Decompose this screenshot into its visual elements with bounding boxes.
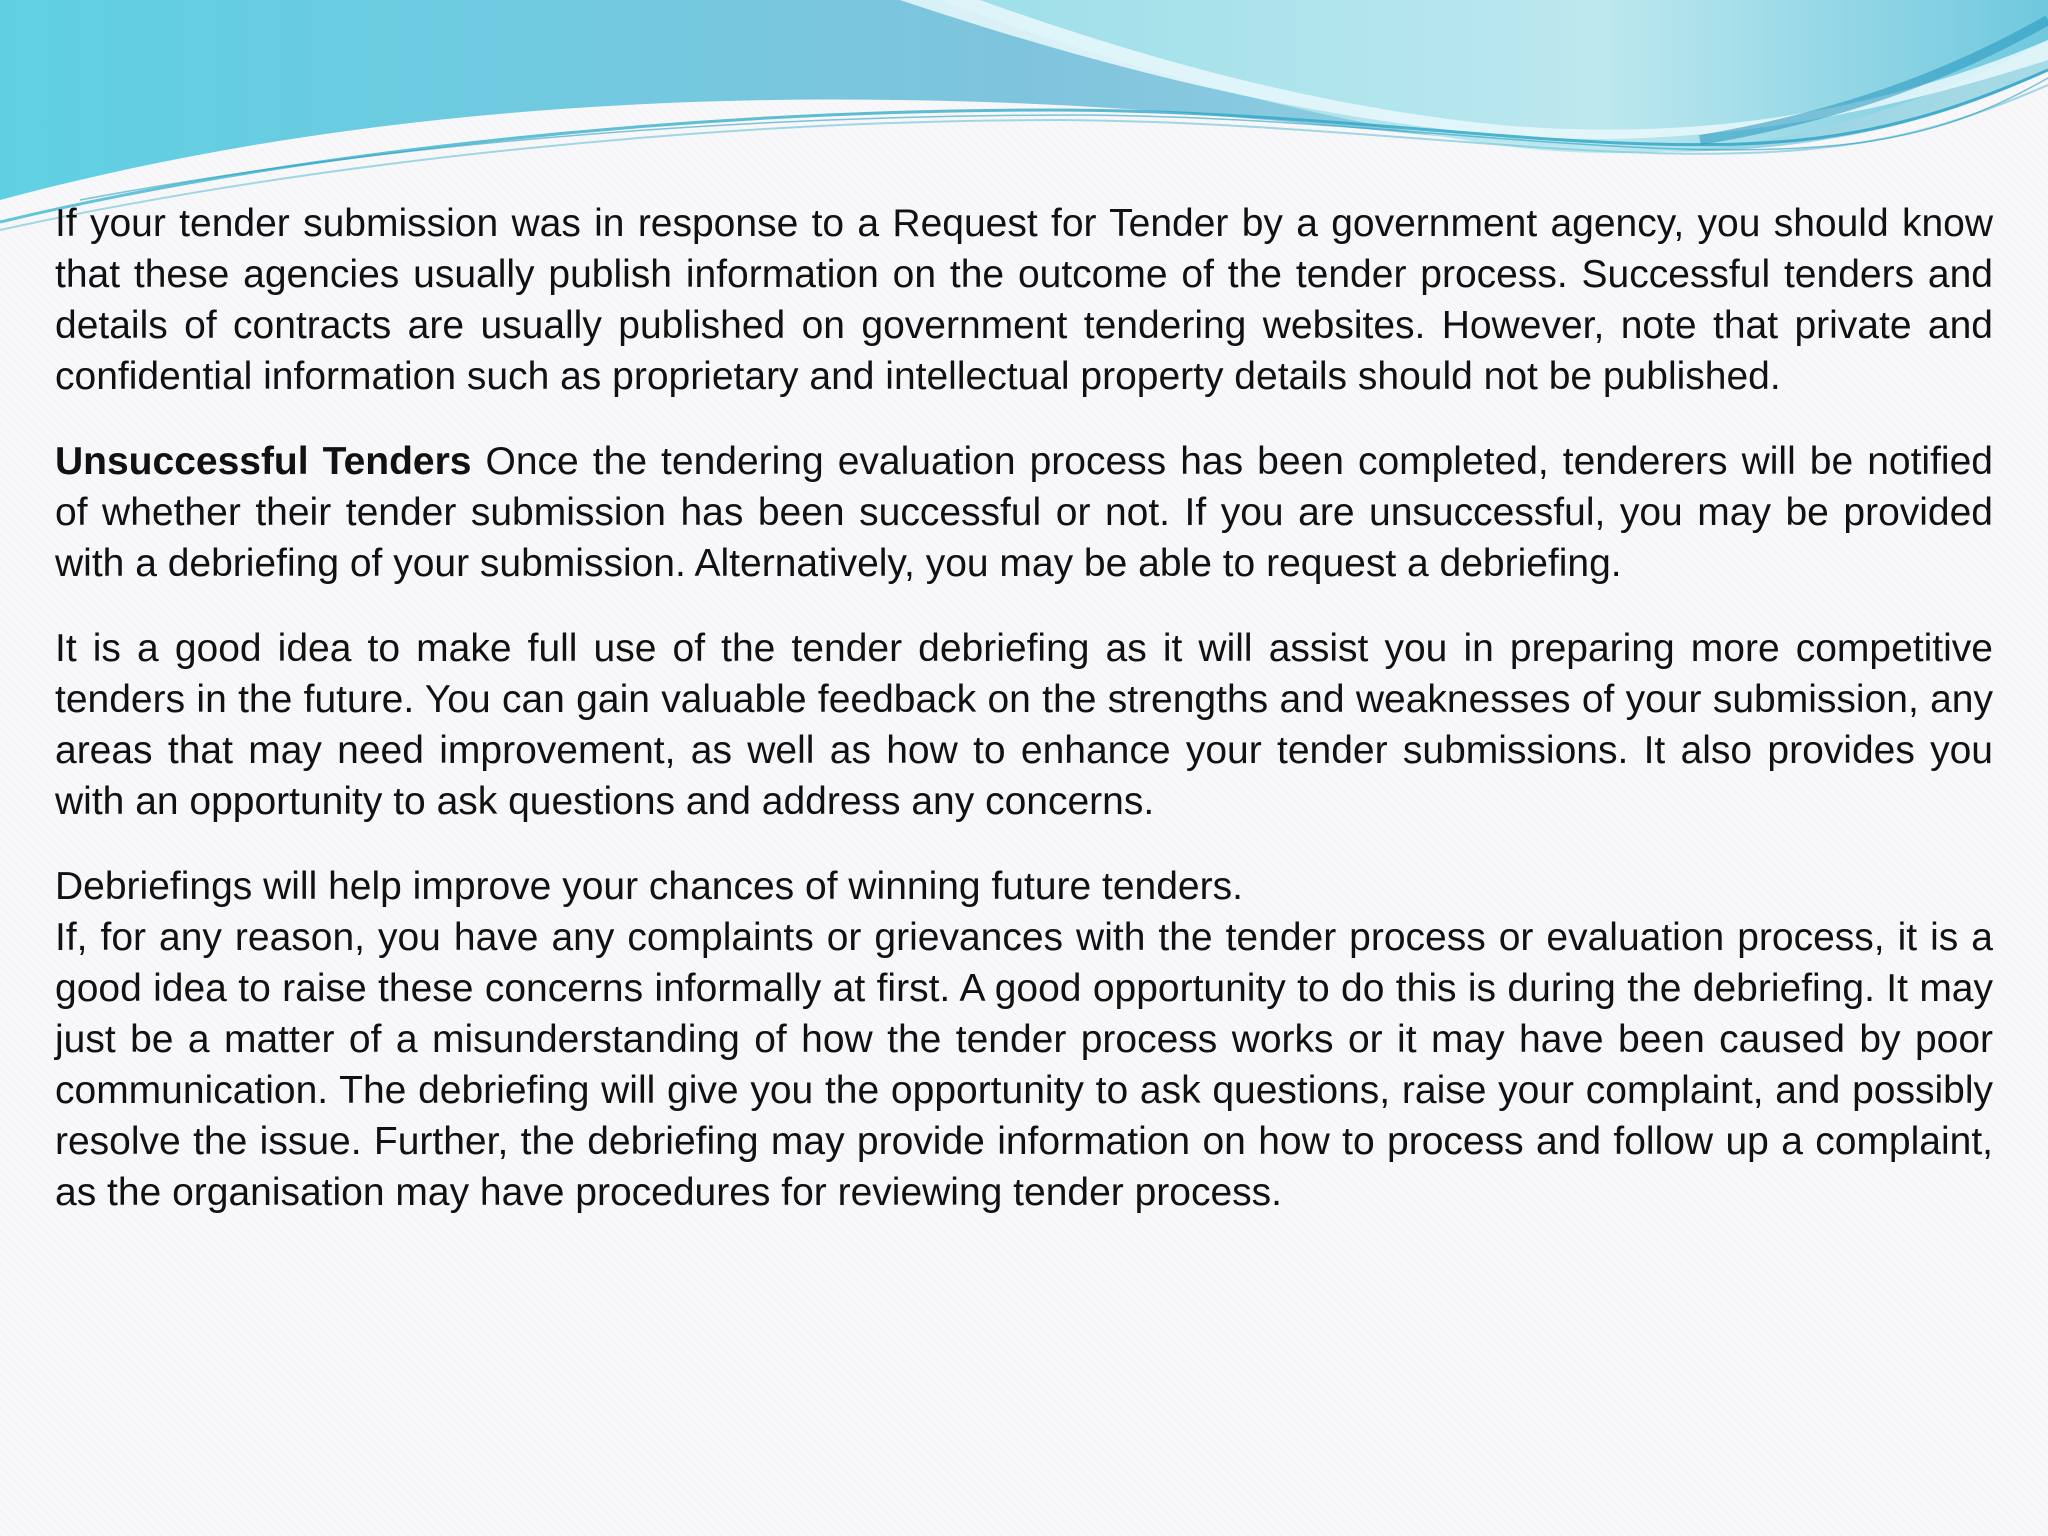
paragraph-debriefing-benefits: [55, 623, 1993, 827]
paragraph-text: Once the tendering evaluation process has been completed, tenderers will be notified of whether their tender submission has been successful or not. If you are unsuccessful, you may be provided with a debriefing of your submission. Alternatively, you may be able to request a debriefing.: [55, 440, 1993, 585]
paragraph-text: Debriefings will help improve your chances of winning future tenders.: [55, 865, 1243, 908]
paragraph-text: If, for any reason, you have any complaints or grievances with the tender process or evaluation process, it is a good idea to raise these concerns informally at first. A good opportunity to do this is during the debriefing. It may just be a matter of a misunderstanding of how the tender process works or it may have been caused by poor communication. The debriefing will give you the opportunity to ask questions, raise your complaint, and possibly resolve the issue. Further, the debriefing may provide information on how to process and follow up a complaint, as the organisation may have procedures for reviewing tender process.: [55, 916, 1993, 1214]
text-content: [55, 198, 1993, 1252]
paragraph-successful-tenders: [55, 198, 1993, 402]
paragraph-text: It is a good idea to make full use of the tender debriefing as it will assist you in preparing more competitive tenders in the future. You can gain valuable feedback on the strengths and weaknesses of your submission, any areas that may need improvement, as well as how to enhance your tender submissions. It also provides you with an opportunity to ask questions and address any concerns.: [55, 627, 1993, 823]
paragraph-debriefing-summary: [55, 861, 1993, 912]
paragraph-unsuccessful-tenders: [55, 436, 1993, 589]
paragraph-complaints: [55, 912, 1993, 1218]
paragraph-heading: Unsuccessful Tenders: [55, 440, 472, 483]
paragraph-text: If your tender submission was in response to a Request for Tender by a government agency, you should know that these agencies usually publish information on the outcome of the tender process. Successful tenders and details of contracts are usually published on government tendering websites. However, note that private and confidential information such as proprietary and intellectual property details should not be published.: [55, 202, 1993, 398]
